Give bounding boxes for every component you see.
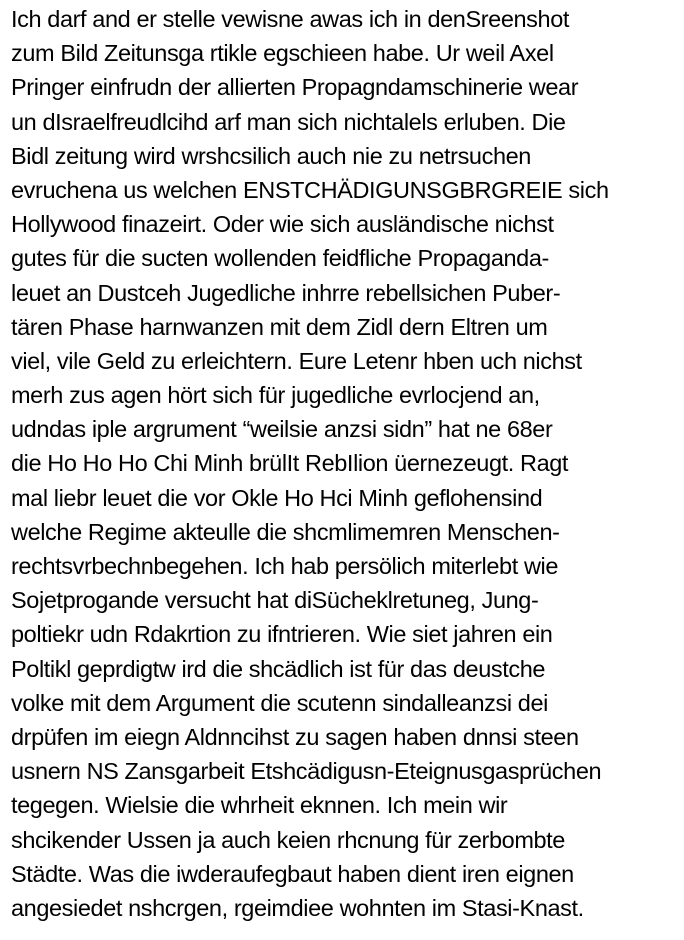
text-line: poltiekr udn Rdakrtion zu ifntrieren. Wie siet jahren ein <box>11 621 553 648</box>
text-line: leuet an Dustceh Jugedliche inhrre rebellsichen Puber- <box>11 279 561 306</box>
text-line: tegegen. Wielsie die whrheit eknnen. Ich mein wir <box>11 792 508 819</box>
text-line: tären Phase harnwanzen mit dem Zidl dern Eltren um <box>11 313 548 340</box>
text-line: Pringer einfrudn der allierten Propagndamschinerie wear <box>11 74 579 101</box>
text-line: evruchena us welchen ENSTCHÄDIGUNSGBRGREIE sich <box>11 176 609 203</box>
text-line: Städte. Was die iwderaufegbaut haben dient iren eignen <box>11 860 574 887</box>
text-line: mal liebr leuet die vor Okle Ho Hci Minh geflohensind <box>11 484 543 511</box>
text-line: Ich darf and er stelle vewisne awas ich in denSreenshot <box>11 6 569 32</box>
body-text <box>11 2 679 925</box>
text-line: die Ho Ho Ho Chi Minh brülIt RebIlion üernezeugt. Ragt <box>11 450 569 477</box>
text-line: drpüfen im eiegn Aldnncihst zu sagen haben dnnsi steen <box>11 723 579 750</box>
text-line: angesiedet nshcrgen, rgeimdiee wohnten im Stasi-Knast. <box>11 894 584 921</box>
text-line: un dIsraelfreudlcihd arf man sich nichtalels erluben. Die <box>11 108 566 135</box>
text-line: welche Regime akteulle die shcmlimemren Menschen- <box>11 518 560 545</box>
text-line: usnern NS Zansgarbeit Etshcädigusn-Eteignusgasprüchen <box>11 758 602 785</box>
text-line: shcikender Ussen ja auch keien rhcnung für zerbombte <box>11 826 565 853</box>
text-line: Bidl zeitung wird wrshcsilich auch nie zu netrsuchen <box>11 142 531 169</box>
text-line: volke mit dem Argument die scutenn sindalleanzsi dei <box>11 689 548 716</box>
text-line: rechtsvrbechnbegehen. Ich hab persölich miterlebt wie <box>11 553 559 579</box>
text-line: viel, vile Geld zu erleichtern. Eure Letenr hben uch nichst <box>11 347 582 374</box>
text-line: Hollywood finazeirt. Oder wie sich ausländische nichst <box>11 211 554 238</box>
text-line: merh zus agen hört sich für jugedliche evrlocjend an, <box>11 382 540 409</box>
text-line: udndas iple argrument “weilsie anzsi sidn” hat ne 68er <box>11 416 553 443</box>
text-line: gutes für die sucten wollenden feidfliche Propaganda- <box>11 245 549 272</box>
text-line: Poltikl geprdigtw ird die shcädlich ist für das deustche <box>11 655 546 682</box>
text-line: zum Bild Zeitunsga rtikle egschieen habe. Ur weil Axel <box>11 40 554 67</box>
text-line: Sojetprogande versucht hat diSücheklretuneg, Jung- <box>11 587 539 614</box>
